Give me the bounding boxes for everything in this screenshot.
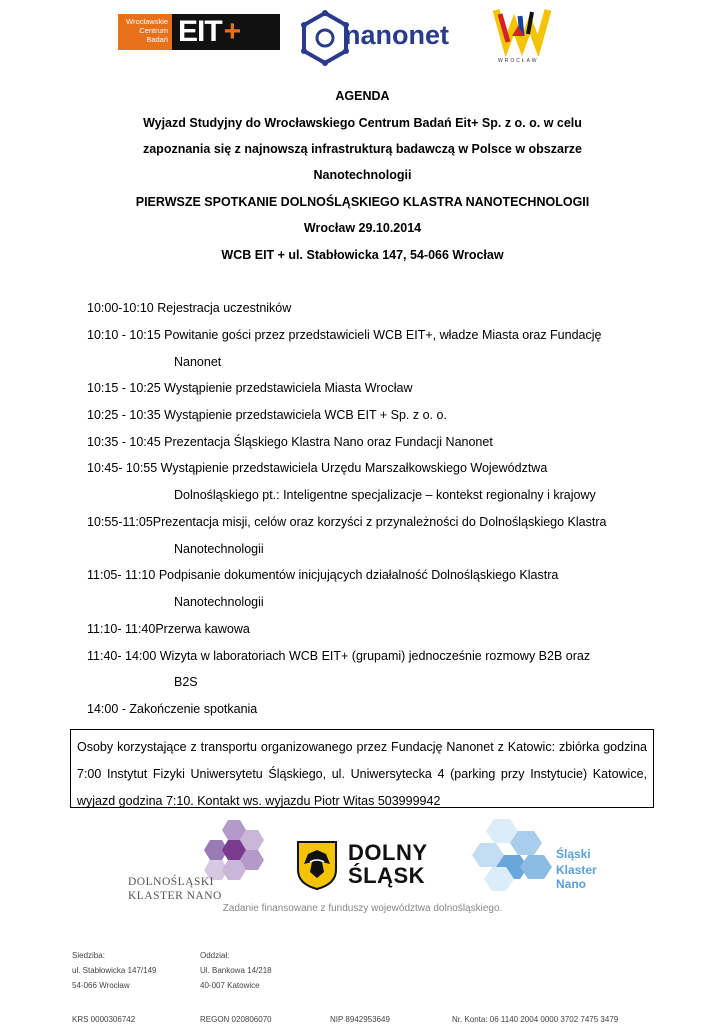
eit-side-line-1: Wrocławskie bbox=[126, 17, 168, 26]
agenda-item: 10:00-10:10 Rejestracja uczestników bbox=[87, 301, 292, 315]
agenda-item: 14:00 - Zakończenie spotkania bbox=[87, 702, 258, 716]
agenda-item: 10:35 - 10:45 Prezentacja Śląskiego Klastra Nano oraz Fundacji Nanonet bbox=[87, 435, 493, 449]
eit-side-line-2: Centrum bbox=[139, 26, 168, 35]
footer-krs: KRS 0000306742 bbox=[72, 1015, 136, 1024]
nanonet-wordmark: nanonet bbox=[344, 20, 449, 50]
footer-regon: REGON 020806070 bbox=[200, 1015, 272, 1024]
footer-bank-account: Nr. Konta: 06 1140 2004 0000 3702 7475 3479 bbox=[452, 1015, 619, 1024]
agenda-item-continuation: Nanotechnologii bbox=[174, 595, 264, 609]
slaski-logo-line-1: Śląski bbox=[556, 847, 591, 861]
agenda-item: 11:05- 11:10 Podpisanie dokumentów inicjujących działalność Dolnośląskiego Klastra bbox=[87, 568, 559, 582]
agenda-item: 10:55-11:05Prezentacja misji, celów oraz korzyści z przynależności do Dolnośląskiego Klastra bbox=[87, 515, 607, 529]
footer-nip: NIP 8942953649 bbox=[330, 1015, 390, 1024]
agenda-item-continuation: B2S bbox=[174, 675, 198, 689]
agenda-item: 11:10- 11:40Przerwa kawowa bbox=[87, 622, 250, 636]
eit-mark bbox=[172, 14, 280, 50]
siedziba-label: Siedziba: bbox=[72, 951, 105, 960]
nanonet-logo bbox=[300, 10, 458, 66]
funding-note: Zadanie finansowane z funduszy województwa dolnośląskiego. bbox=[222, 903, 503, 914]
agenda-item-continuation: Dolnośląskiego pt.: Inteligentne specjalizacje – kontekst regionalny i krajowy bbox=[174, 488, 596, 502]
meeting-title: PIERWSZE SPOTKANIE DOLNOŚLĄSKIEGO KLASTRA NANOTECHNOLOGII bbox=[135, 195, 590, 209]
eit-plus: + bbox=[223, 15, 241, 48]
eit-logo bbox=[118, 14, 280, 50]
agenda-item: 10:15 - 10:25 Wystąpienie przedstawiciela Miasta Wrocław bbox=[87, 381, 413, 395]
oddzial-label: Oddział: bbox=[200, 951, 230, 960]
wroclaw-caption: WROCŁAW bbox=[498, 58, 539, 64]
slask-word: ŚLĄSK bbox=[348, 863, 426, 888]
slaski-logo-line-2: Klaster Nano bbox=[556, 863, 597, 891]
agenda-item: 10:25 - 10:35 Wystąpienie przedstawiciela WCB EIT + Sp. z o. o. bbox=[87, 408, 447, 422]
wroclaw-logo bbox=[490, 6, 554, 70]
agenda-item-continuation: Nanotechnologii bbox=[174, 542, 264, 556]
wroclaw-mark-icon bbox=[492, 6, 552, 56]
agenda-heading: AGENDA bbox=[335, 89, 390, 103]
slaski-klaster-nano-logo bbox=[472, 815, 622, 897]
blue-hexagon-cluster-icon bbox=[472, 817, 552, 895]
meeting-address: WCB EIT + ul. Stabłowicka 147, 54-066 Wrocław bbox=[221, 248, 504, 262]
dks-logo-line-2: KLASTER NANO bbox=[128, 890, 222, 902]
agenda-item-continuation: Nanonet bbox=[174, 355, 222, 369]
agenda-item: 10:10 - 10:15 Powitanie gości przez przedstawicieli WCB EIT+, władze Miasta oraz Fundację bbox=[87, 328, 602, 342]
eit-side-line-3: Badań bbox=[146, 35, 168, 44]
meeting-date: Wrocław 29.10.2014 bbox=[303, 221, 422, 235]
agenda-item: 11:40- 14:00 Wizyta w laboratoriach WCB EIT+ (grupami) jednocześnie rozmowy B2B oraz bbox=[87, 649, 591, 663]
agenda-item: 10:45- 10:55 Wystąpienie przedstawiciela Urzędu Marszałkowskiego Województwa bbox=[87, 461, 548, 475]
dks-logo-line-1: DOLNOŚLĄSKI bbox=[128, 876, 214, 888]
nanonet-hex-icon bbox=[300, 10, 350, 66]
title-line-3: Nanotechnologii bbox=[313, 168, 412, 182]
footer-siedziba bbox=[72, 948, 157, 993]
dolny-word: DOLNY bbox=[348, 840, 428, 865]
siedziba-city: 54-066 Wrocław bbox=[72, 981, 130, 990]
title-line-1: Wyjazd Studyjny do Wrocławskiego Centrum Badań Eit+ Sp. z o. o. w celu bbox=[143, 116, 582, 130]
hexagon-cluster-icon bbox=[190, 818, 270, 882]
dolny-slask-logo bbox=[296, 840, 446, 892]
transport-info-box: Osoby korzystające z transportu organizowanego przez Fundację Nanonet z Katowic: zbiórka godzina 7:00 Instytut Fizyki Uniwersytetu Śląskiego, ul. Uniwersytecka 4 (parking przy Instytucie) Katowice, wyjazd godzina 7:10. Kontakt ws. wyjazdu Piotr Witas 503999942 bbox=[70, 729, 654, 808]
oddzial-city: 40-007 Katowice bbox=[200, 981, 260, 990]
footer-oddzial bbox=[200, 948, 272, 993]
title-line-2: zapoznania się z najnowszą infrastrukturą badawczą w Polsce w obszarze bbox=[142, 142, 583, 156]
eit-logo-side-text bbox=[118, 14, 172, 50]
eagle-crest-icon bbox=[296, 840, 338, 890]
eit-mark-text: EIT bbox=[178, 15, 222, 48]
oddzial-street: Ul. Bankowa 14/218 bbox=[200, 966, 272, 975]
siedziba-street: ul. Stabłowicka 147/149 bbox=[72, 966, 157, 975]
